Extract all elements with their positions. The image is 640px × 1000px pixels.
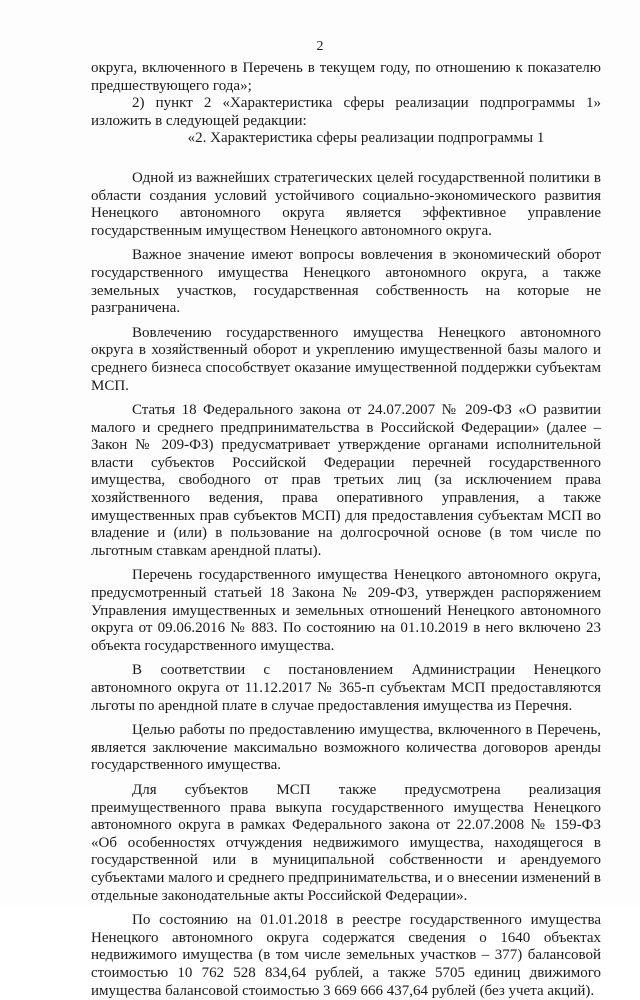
paragraph: Важное значение имеют вопросы вовлечения в экономический оборот государственного имущества Ненецкого автономного округа, а также земельных участков, государственная собственность на которые не разграничена.	[91, 247, 601, 317]
paragraph: Статья 18 Федерального закона от 24.07.2007 № 209-ФЗ «О развитии малого и среднего предпринимательства в Российской Федерации» (далее – Закон № 209-ФЗ) предусматривает утверждение органами исполнительной власти субъектов Российской Федерации перечней государственного имущества, свободного от прав третьих лиц (за исключением права хозяйственного ведения, права оперативного управления, а также имущественных прав субъектов МСП) для предоставления субъектам МСП во владение и (или) в пользование на долгосрочной основе (в том числе по льготным ставкам арендной платы).	[91, 402, 601, 559]
paragraph: Одной из важнейших стратегических целей государственной политики в области создания условий устойчивого социально-экономического развития Ненецкого автономного округа является эффективное управление государственным имуществом Ненецкого автономного округа.	[91, 169, 601, 239]
paragraph-continuation: округа, включенного в Перечень в текущем году, по отношению к показателю предшествующего года»;	[91, 60, 601, 94]
paragraph: В соответствии с постановлением Администрации Ненецкого автономного округа от 11.12.2017 № 365-п субъектам МСП предоставляются льготы по арендной плате в случае предоставления имущества из Перечня.	[91, 662, 601, 714]
paragraph: Перечень государственного имущества Ненецкого автономного округа, предусмотренный статьей 18 Закона № 209-ФЗ, утвержден распоряжением Управления имущественных и земельных отношений Ненецкого автономного округа от 09.06.2016 № 883. По состоянию на 01.10.2019 в него включено 23 объекта государственного имущества.	[91, 567, 601, 654]
paragraph: Целью работы по предоставлению имущества, включенного в Перечень, является заключение максимально возможного количества договоров аренды государственного имущества.	[91, 722, 601, 774]
paragraph: Для субъектов МСП также предусмотрена реализация преимущественного права выкупа государственного имущества Ненецкого автономного округа в рамках Федерального закона от 22.07.2008 № 159-ФЗ «Об особенностях отчуждения недвижимого имущества, находящегося в государственной или в муниципальной собственности и арендуемого субъектами малого и среднего предпринимательства, и о внесении изменений в отдельные законодательные акты Российской Федерации».	[91, 781, 601, 904]
paragraph-amendment-item: 2) пункт 2 «Характеристика сферы реализации подпрограммы 1» изложить в следующей редакции:	[91, 95, 601, 129]
document-body	[91, 60, 601, 1000]
paragraph: Вовлечению государственного имущества Ненецкого автономного округа в хозяйственный оборот и укреплению имущественной базы малого и среднего бизнеса способствует оказание имущественной поддержки субъектам МСП.	[91, 324, 601, 394]
paragraph: По состоянию на 01.01.2018 в реестре государственного имущества Ненецкого автономного округа содержатся сведения о 1640 объектах недвижимого имущества (в том числе земельных участков – 377) балансовой стоимостью 10 762 528 834,64 рублей, а также 5705 единиц движимого имущества балансовой стоимостью 3 669 666 437,64 рублей (без учета акций).	[91, 912, 601, 999]
page-number: 2	[316, 39, 324, 54]
section-heading: «2. Характеристика сферы реализации подпрограммы 1	[187, 130, 545, 147]
